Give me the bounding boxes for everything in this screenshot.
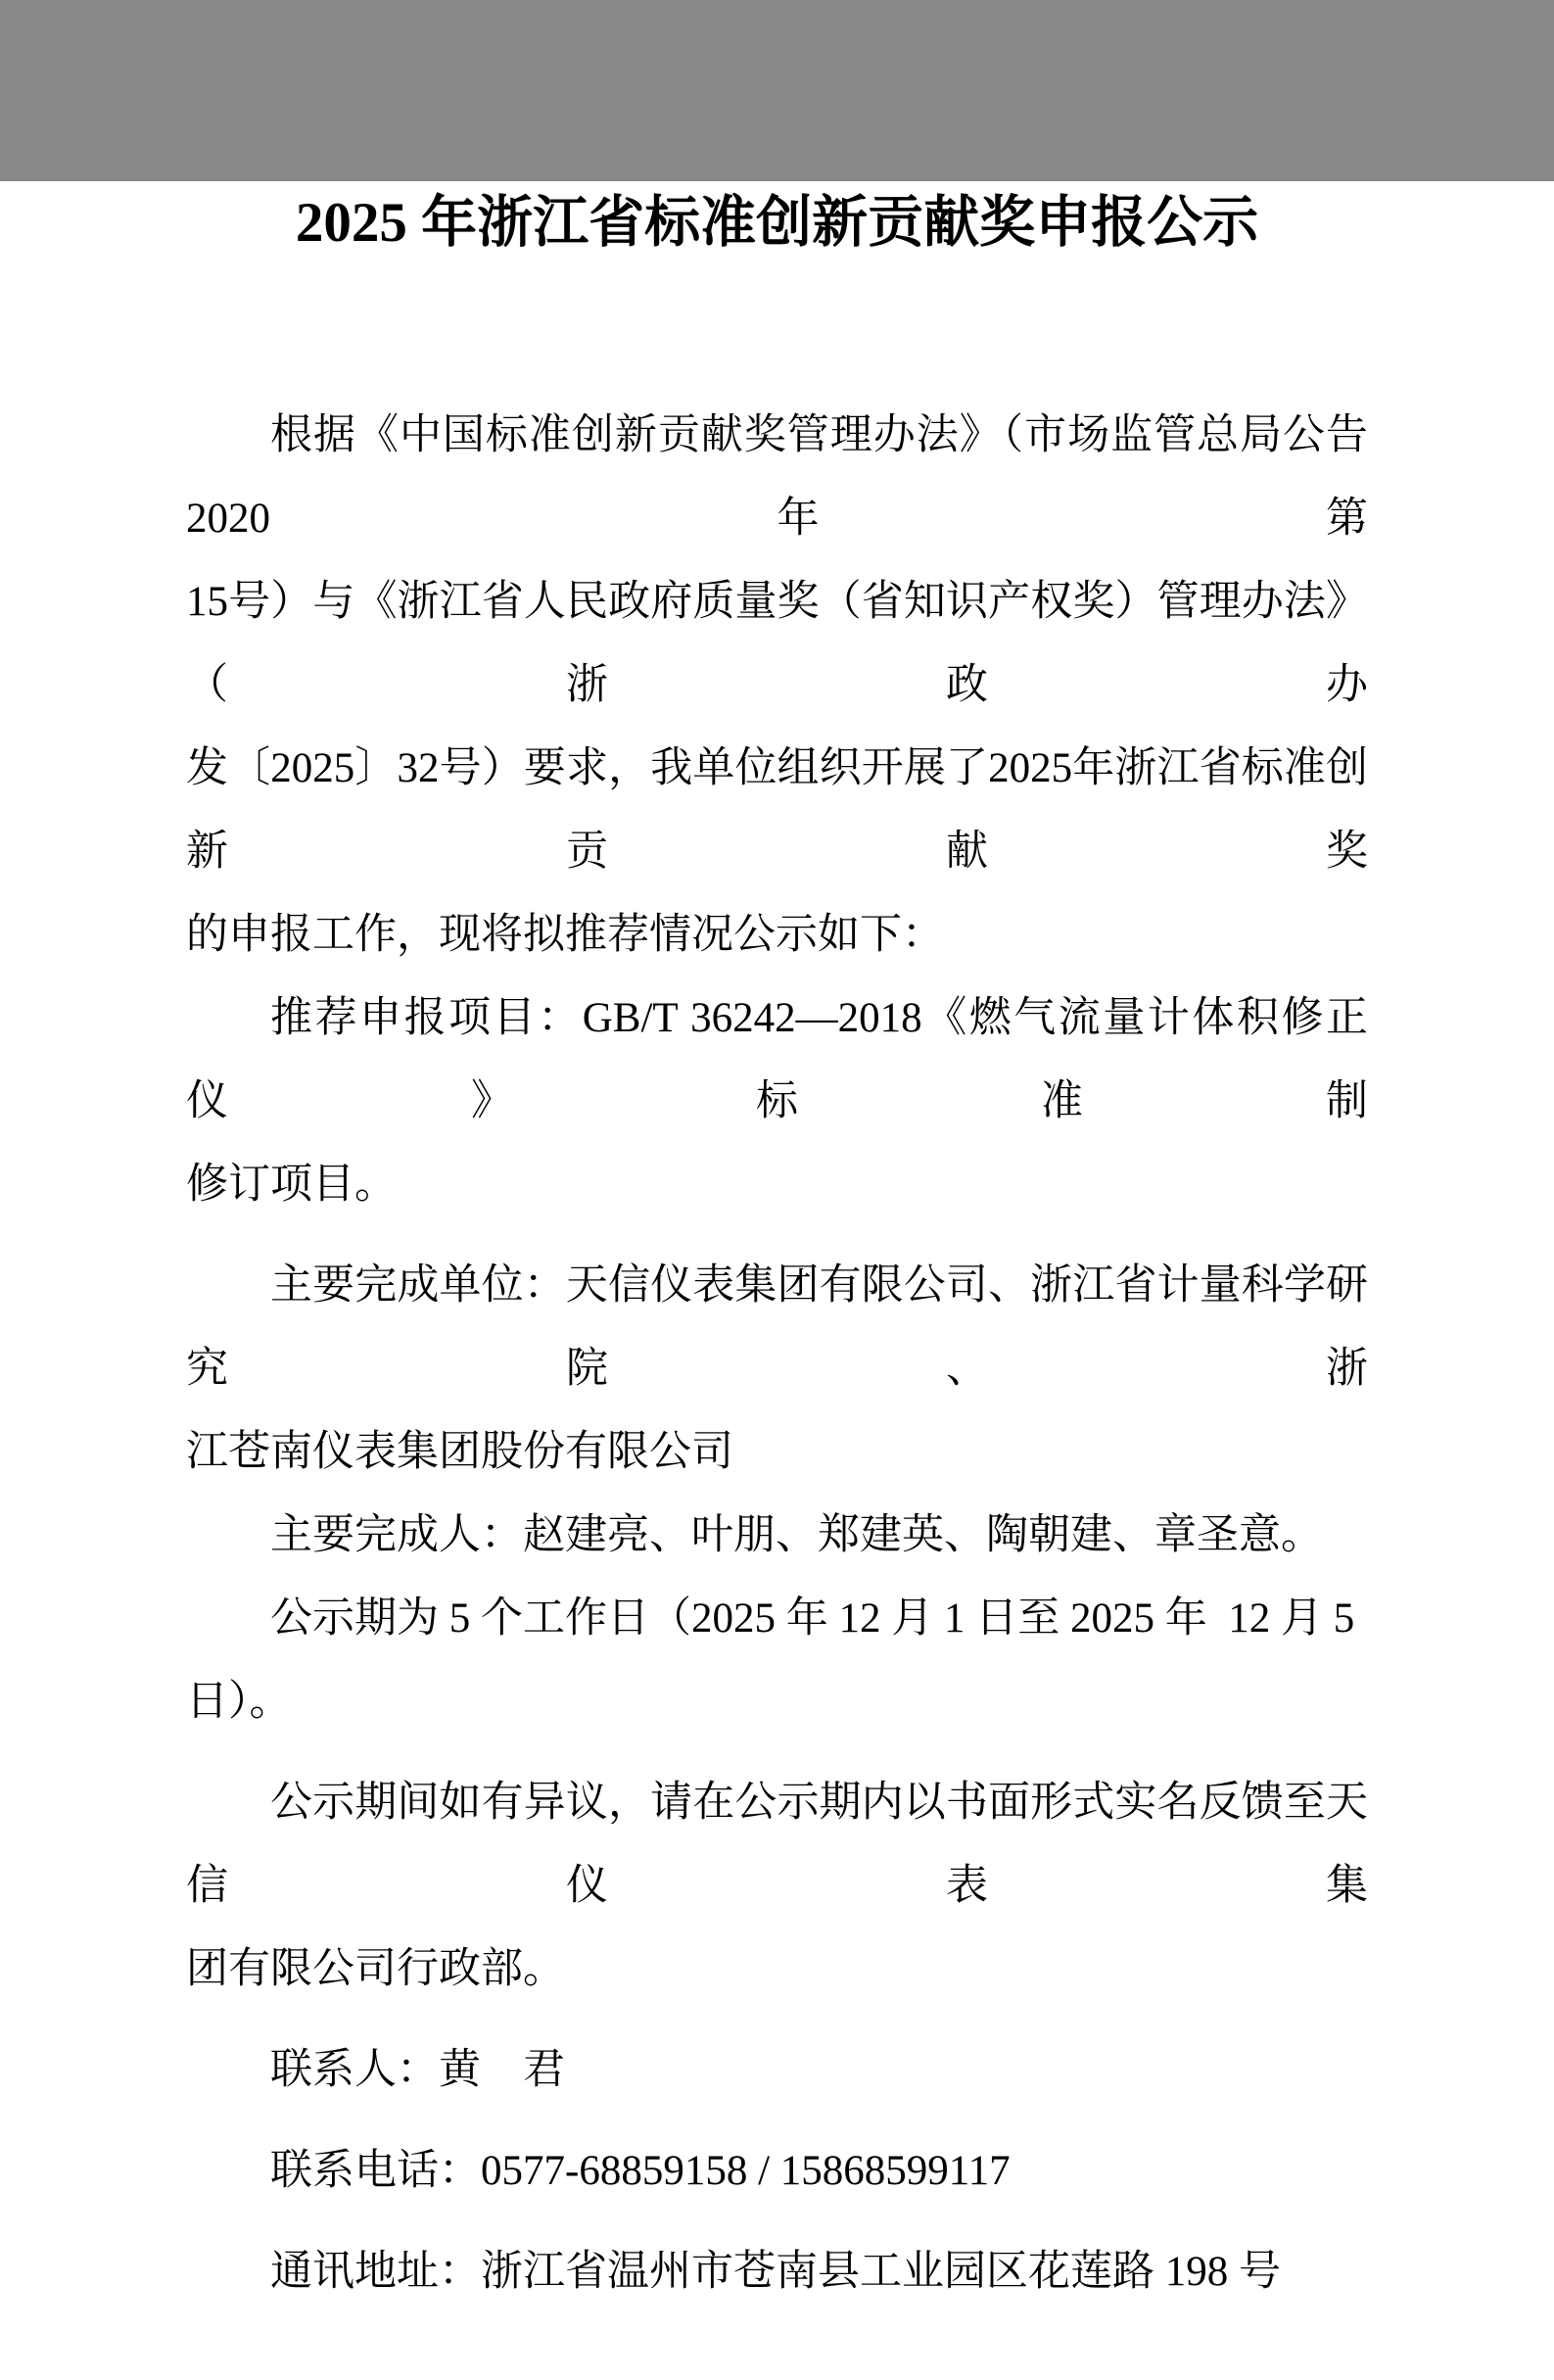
text-line: 的申报工作，现将拟推荐情况公示如下：: [186, 912, 944, 958]
paragraph-main-contributors: [186, 1494, 1368, 1577]
text-line: 15号）与《浙江省人民政府质量奖（省知识产权奖）管理办法》（浙政办: [186, 579, 1368, 708]
text-line: 通讯地址：浙江省温州市苍南县工业园区花莲路 198 号: [270, 2249, 1281, 2295]
document-title: 2025 年浙江省标准创新贡献奖申报公示: [295, 192, 1259, 254]
paragraph-main-completion-units: [186, 1244, 1368, 1494]
paragraph-intro: [186, 394, 1368, 976]
paragraph-objection-notice: [186, 1761, 1368, 2011]
text-line: 修订项目。: [186, 1162, 397, 1208]
paragraph-contact-phone: [186, 2129, 1368, 2213]
paragraph-contact-person: [186, 2028, 1368, 2112]
text-line: 团有限公司行政部。: [186, 1946, 565, 1992]
paragraph-mailing-address: [186, 2230, 1368, 2313]
paragraph-publicity-period: [186, 1577, 1368, 1743]
text-line: 公示期间如有异议，请在公示期内以书面形式实名反馈至天信仪表集: [186, 1780, 1368, 1909]
text-line: 联系电话：0577-68859158 / 15868599117: [270, 2148, 1011, 2194]
document-page: [0, 181, 1554, 2380]
text-line: 根据《中国标准创新贡献奖管理办法》（市场监管总局公告2020年第: [186, 412, 1368, 542]
text-line: 主要完成人：赵建亮、叶朋、郑建英、陶朝建、章圣意。: [270, 1512, 1323, 1558]
text-line: 江苍南仪表集团股份有限公司: [186, 1429, 733, 1475]
paragraph-recommended-project: [186, 976, 1368, 1226]
text-line: 发〔2025〕32号）要求，我单位组织开展了2025年浙江省标准创新贡献奖: [186, 745, 1368, 875]
text-line: 公示期为 5 个工作日（2025 年 12 月 1 日至 2025 年 12 月 5 日）。: [186, 1595, 1365, 1725]
text-line: 推荐申报项目：GB/T 36242—2018《燃气流量计体积修正仪》标准制: [186, 995, 1368, 1124]
text-line: 联系人：黄 君: [270, 2047, 565, 2093]
text-line: 主要完成单位：天信仪表集团有限公司、浙江省计量科学研究院、浙: [186, 1262, 1368, 1392]
